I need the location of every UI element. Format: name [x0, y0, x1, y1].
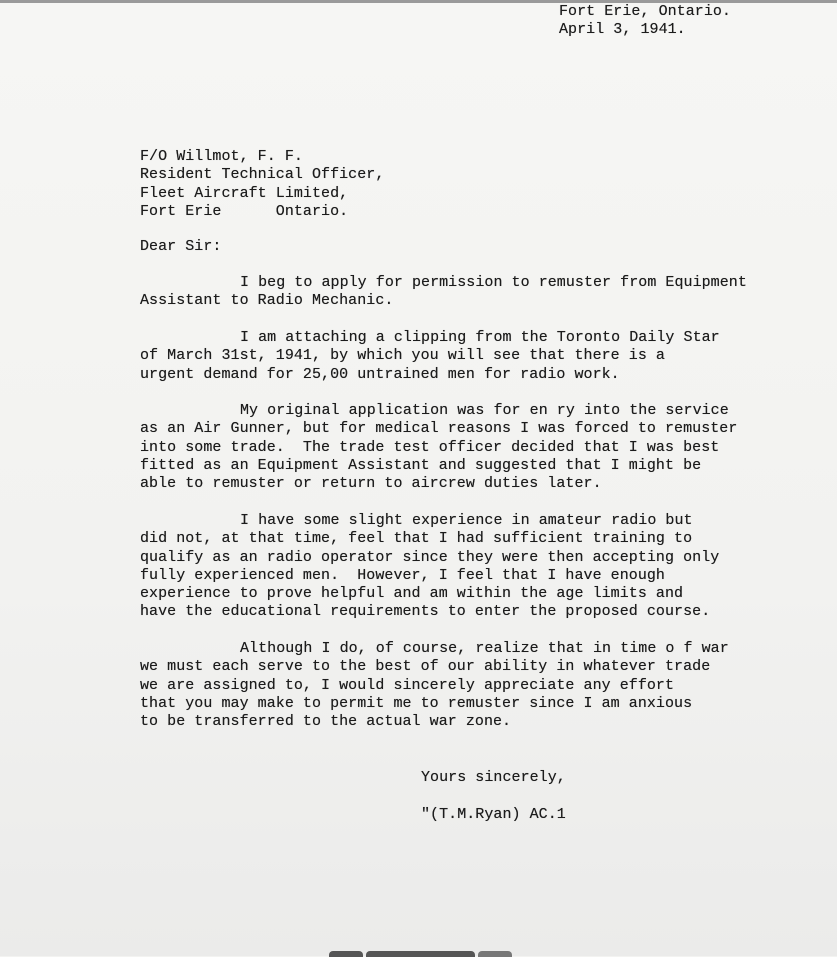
paragraph-line: to be transferred to the actual war zone. — [140, 713, 512, 731]
paragraph-line: have the educational requirements to enter the proposed course. — [140, 603, 711, 621]
paragraph-line: I am attaching a clipping from the Toronto Daily Star — [240, 329, 720, 346]
paragraph-line: Assistant to Radio Mechanic. — [140, 292, 394, 310]
recipient-line: Resident Technical Officer, — [140, 166, 385, 184]
paragraph-line: that you may make to permit me to remuster since I am anxious — [140, 694, 693, 712]
viewer-next-button[interactable] — [478, 951, 512, 957]
paragraph-2 — [140, 329, 720, 384]
paragraph-line: into some trade. The trade test officer decided that I was best — [140, 438, 720, 456]
paragraph-line: experience to prove helpful and am within the age limits and — [140, 585, 684, 603]
paragraph-line: I have some slight experience in amateur radio but — [240, 512, 693, 529]
letter-page — [0, 3, 837, 956]
recipient-line: Fort Erie Ontario. — [140, 202, 349, 220]
recipient-line: Fleet Aircraft Limited, — [140, 184, 349, 202]
paragraph-line: qualify as an radio operator since they were then accepting only — [140, 548, 720, 566]
paragraph-line: we must each serve to the best of our ability in whatever trade — [140, 658, 711, 676]
paragraph-line: we are assigned to, I would sincerely appreciate any effort — [140, 676, 675, 694]
paragraph-5 — [140, 640, 729, 731]
dateline-date: April 3, 1941. — [559, 21, 686, 39]
paragraph-line: of March 31st, 1941, by which you will see that there is a — [140, 347, 665, 365]
recipient-line: F/O Willmot, F. F. — [140, 148, 303, 165]
viewer-toolbar[interactable] — [366, 951, 475, 957]
closing: Yours sincerely, — [421, 769, 566, 786]
paragraph-line: I beg to apply for permission to remuster from Equipment — [240, 274, 747, 291]
paragraph-line: urgent demand for 25,00 untrained men for radio work. — [140, 365, 620, 383]
paragraph-line: fully experienced men. However, I feel that I have enough — [140, 566, 665, 584]
paragraph-line: My original application was for en ry into the service — [240, 402, 729, 419]
dateline — [559, 3, 731, 40]
viewer-prev-button[interactable] — [329, 951, 363, 957]
paragraph-1 — [140, 274, 747, 311]
paragraph-line: did not, at that time, feel that I had sufficient training to — [140, 530, 693, 548]
paragraph-line: fitted as an Equipment Assistant and suggested that I might be — [140, 456, 702, 474]
signature: "(T.M.Ryan) AC.1 — [421, 806, 566, 823]
paragraph-3 — [140, 402, 737, 493]
paragraph-4 — [140, 512, 719, 622]
paragraph-line: as an Air Gunner, but for medical reasons I was forced to remuster — [140, 420, 738, 438]
dateline-place: Fort Erie, Ontario. — [559, 3, 731, 20]
paragraph-line: Although I do, of course, realize that in time o f war — [240, 640, 729, 657]
paragraph-line: able to remuster or return to aircrew duties later. — [140, 475, 602, 493]
salutation: Dear Sir: — [140, 238, 222, 255]
recipient-address — [140, 148, 384, 221]
